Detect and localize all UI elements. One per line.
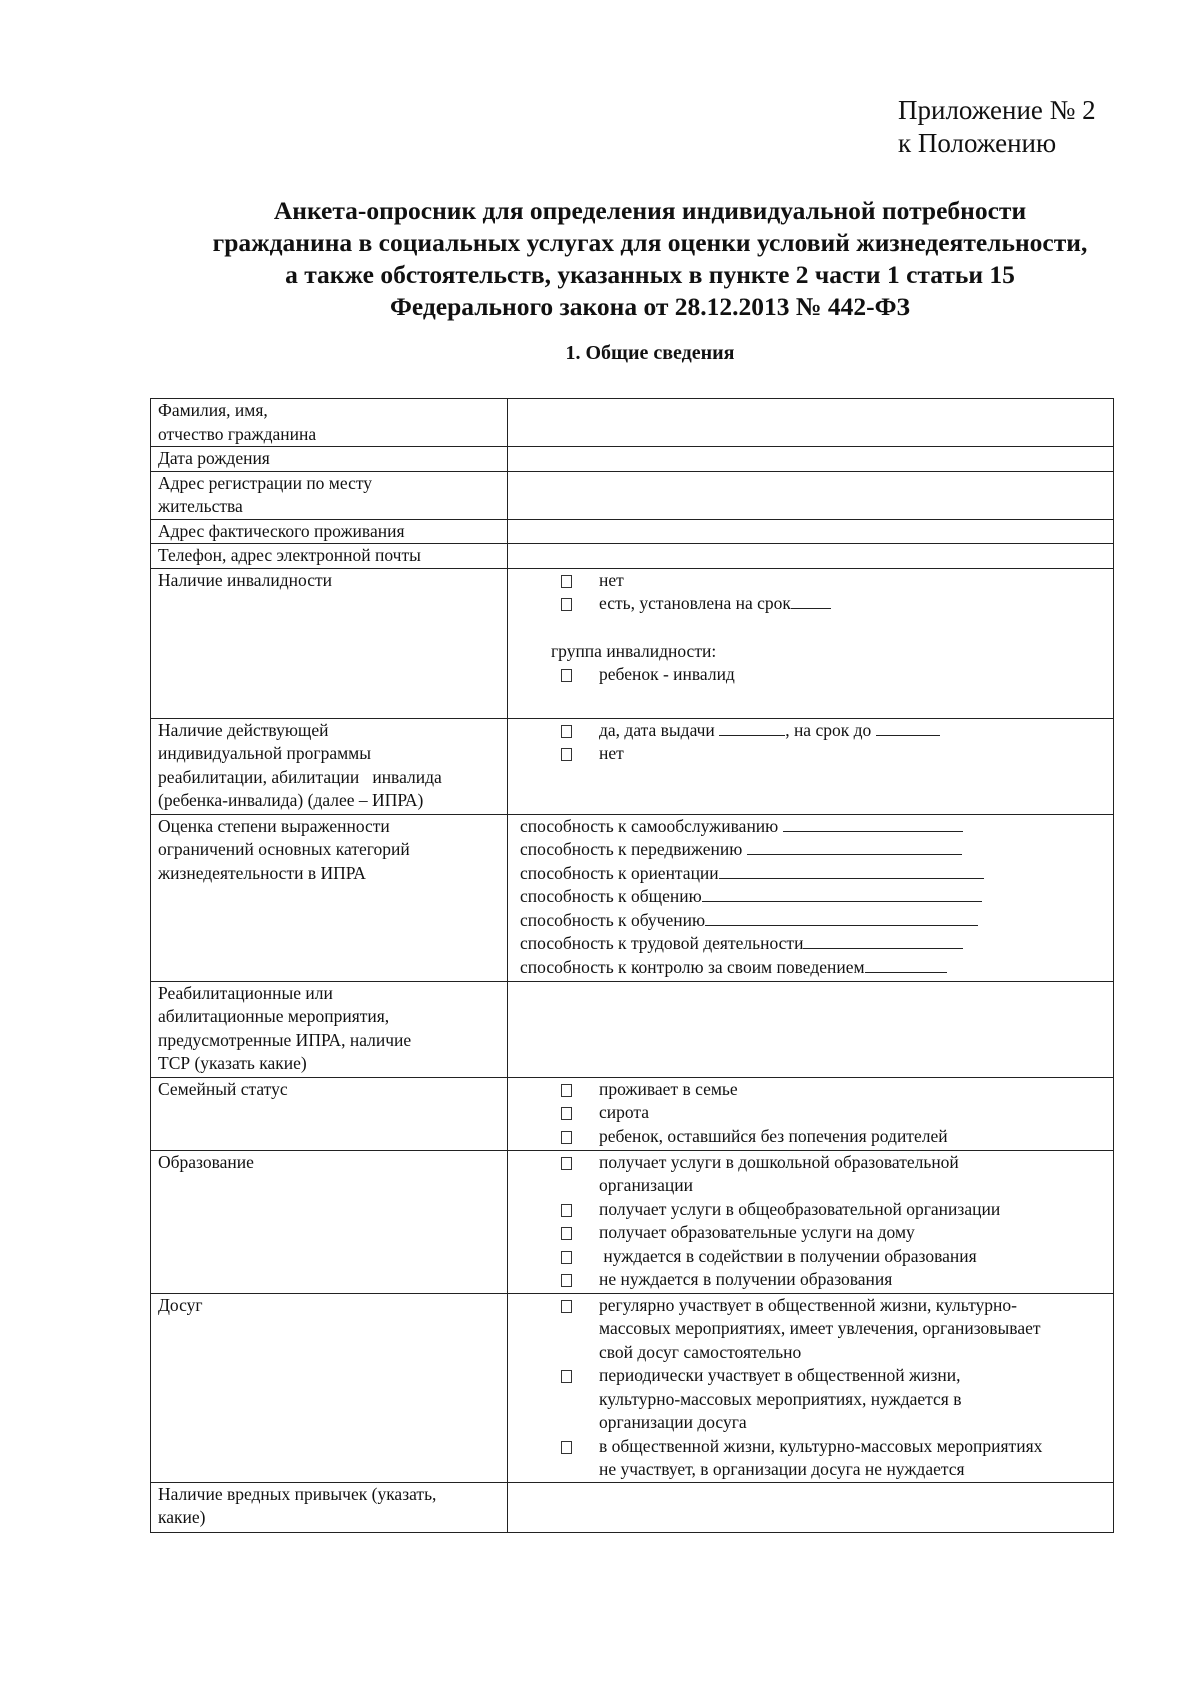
option-education-not-needed[interactable] <box>515 1268 1113 1292</box>
answer-blank[interactable] <box>803 933 963 949</box>
label-text: жительства <box>158 496 243 516</box>
row-leisure <box>151 1293 1114 1482</box>
option-education-needs-help[interactable] <box>515 1245 1113 1269</box>
option-family-with-family[interactable] <box>515 1078 1113 1102</box>
disability-group-heading: группа инвалидности: <box>551 640 717 661</box>
field-rehab[interactable] <box>508 981 1114 1077</box>
section-title: 1. Общие сведения <box>565 342 735 364</box>
checkbox-icon[interactable] <box>561 1227 572 1240</box>
label-text: Оценка степени выраженности <box>158 815 390 836</box>
row-education <box>151 1150 1114 1293</box>
label-text: реабилитации, абилитации инвалида <box>158 766 442 787</box>
option-label: организации <box>599 1175 693 1195</box>
label-limitations <box>151 814 508 981</box>
option-label: есть, установлена на срок <box>599 593 791 613</box>
option-label: регулярно участвует в общественной жизни, культурно- <box>599 1294 1017 1315</box>
row-actual-address <box>151 519 1114 544</box>
checkbox-icon[interactable] <box>561 1157 572 1170</box>
label-text: Фамилия, имя, <box>158 400 268 420</box>
ability-label: способность к передвижению <box>520 839 743 859</box>
label-text: какие) <box>158 1507 206 1527</box>
label-birth-date: Дата рождения <box>151 447 508 472</box>
option-disability-child[interactable] <box>515 663 1113 687</box>
label-text: Наличие вредных привычек (указать, <box>158 1483 437 1504</box>
option-disability-yes[interactable] <box>515 592 1113 616</box>
checkbox-icon[interactable] <box>561 1274 572 1287</box>
option-label: в общественной жизни, культурно-массовых мероприятиях <box>599 1435 1043 1456</box>
option-label: нет <box>599 569 624 590</box>
checkbox-icon[interactable] <box>561 1300 572 1313</box>
ability-label: способность к общению <box>520 886 702 906</box>
field-disability <box>508 568 1114 718</box>
option-label: получает образовательные услуги на дому <box>599 1222 915 1242</box>
title-line-1: Анкета-опросник для определения индивидуальной потребности <box>273 196 1027 225</box>
label-registration-address <box>151 471 508 519</box>
option-leisure-none[interactable] <box>515 1435 1113 1482</box>
label-ipra <box>151 718 508 814</box>
option-label: культурно-массовых мероприятиях, нуждается в <box>599 1388 962 1409</box>
field-full-name[interactable] <box>508 399 1114 447</box>
field-registration-address[interactable] <box>508 471 1114 519</box>
field-birth-date[interactable] <box>508 447 1114 472</box>
answer-blank[interactable] <box>705 910 978 926</box>
row-birth-date <box>151 447 1114 472</box>
appendix-note <box>898 94 1096 160</box>
ability-label: способность к обучению <box>520 909 706 930</box>
label-text: предусмотренные ИПРА, наличие <box>158 1029 412 1050</box>
option-label: не участвует, в организации досуга не нуждается <box>599 1459 965 1479</box>
option-label: периодически участвует в общественной жизни, <box>599 1365 961 1385</box>
title-line-2: гражданина в социальных услугах для оценки условий жизнедеятельности, <box>212 228 1088 257</box>
answer-blank[interactable] <box>719 863 984 879</box>
label-text: абилитационные мероприятия, <box>158 1006 390 1026</box>
field-leisure <box>508 1293 1114 1482</box>
checkbox-icon[interactable] <box>561 1131 572 1144</box>
row-rehab <box>151 981 1114 1077</box>
label-education: Образование <box>151 1150 508 1293</box>
answer-blank[interactable] <box>783 816 963 832</box>
option-leisure-periodic[interactable] <box>515 1364 1113 1435</box>
valid-until-blank[interactable] <box>876 720 940 736</box>
ability-label: способность к ориентации <box>520 862 719 883</box>
row-limitations <box>151 814 1114 981</box>
label-family-status: Семейный статус <box>151 1077 508 1150</box>
field-actual-address[interactable] <box>508 519 1114 544</box>
checkbox-icon[interactable] <box>561 669 572 682</box>
issue-date-blank[interactable] <box>719 720 785 736</box>
option-education-general[interactable] <box>515 1198 1113 1222</box>
row-full-name <box>151 399 1114 447</box>
label-text: (ребенка-инвалида) (далее – ИПРА) <box>158 790 424 810</box>
option-label: нет <box>599 743 624 763</box>
label-text: индивидуальной программы <box>158 743 372 763</box>
label-text: отчество гражданина <box>158 423 317 444</box>
label-leisure: Досуг <box>151 1293 508 1482</box>
appendix-line-1: Приложение № 2 <box>898 95 1096 125</box>
title-line-3: а также обстоятельств, указанных в пункте 2 части 1 статьи 15 <box>285 260 1015 289</box>
option-label: не нуждается в получении образования <box>599 1269 893 1289</box>
checkbox-icon[interactable] <box>561 1084 572 1097</box>
field-ipra <box>508 718 1114 814</box>
questionnaire-table <box>150 398 1114 1533</box>
checkbox-icon[interactable] <box>561 748 572 761</box>
row-contacts <box>151 544 1114 569</box>
field-limitations <box>508 814 1114 981</box>
field-bad-habits[interactable] <box>508 1482 1114 1532</box>
answer-blank[interactable] <box>865 957 947 973</box>
field-contacts[interactable] <box>508 544 1114 569</box>
label-disability: Наличие инвалидности <box>151 568 508 718</box>
checkbox-icon[interactable] <box>561 1204 572 1217</box>
option-leisure-regular[interactable] <box>515 1294 1113 1365</box>
option-label: да, дата выдачи <box>599 719 715 740</box>
checkbox-icon[interactable] <box>561 1107 572 1120</box>
ability-behavior-control <box>515 956 1113 980</box>
title-line-4: Федерального закона от 28.12.2013 № 442-ФЗ <box>389 292 911 321</box>
ability-orientation <box>515 862 1113 886</box>
option-label: организации досуга <box>599 1412 747 1432</box>
label-full-name <box>151 399 508 447</box>
label-text: Реабилитационные или <box>158 982 333 1003</box>
checkbox-icon[interactable] <box>561 1251 572 1264</box>
label-text: Адрес регистрации по месту <box>158 472 373 493</box>
ability-movement <box>515 838 1113 862</box>
option-disability-no[interactable] <box>515 569 1113 593</box>
option-label: нуждается в содействии в получении образования <box>599 1245 977 1266</box>
row-ipra <box>151 718 1114 814</box>
option-label: свой досуг самостоятельно <box>599 1341 802 1362</box>
option-education-preschool[interactable] <box>515 1151 1113 1198</box>
checkbox-icon[interactable] <box>561 598 572 611</box>
ability-label: способность к трудовой деятельности <box>520 933 804 953</box>
row-family-status <box>151 1077 1114 1150</box>
answer-blank[interactable] <box>702 886 982 902</box>
checkbox-icon[interactable] <box>561 1441 572 1454</box>
option-ipra-yes[interactable] <box>515 719 1113 743</box>
option-label: ребенок, оставшийся без попечения родителей <box>599 1125 948 1146</box>
checkbox-icon[interactable] <box>561 725 572 738</box>
row-registration-address <box>151 471 1114 519</box>
label-rehab <box>151 981 508 1077</box>
option-label: ребенок - инвалид <box>599 664 735 684</box>
term-blank[interactable] <box>791 593 831 609</box>
option-label: массовых мероприятиях, имеет увлечения, организовывает <box>599 1318 1041 1338</box>
field-education <box>508 1150 1114 1293</box>
checkbox-icon[interactable] <box>561 1370 572 1383</box>
ability-learning <box>515 909 1113 933</box>
option-label: получает услуги в общеобразовательной организации <box>599 1198 1001 1219</box>
option-family-without-care[interactable] <box>515 1125 1113 1149</box>
document-title <box>120 195 1180 323</box>
row-disability <box>151 568 1114 718</box>
checkbox-icon[interactable] <box>561 575 572 588</box>
label-text: ТСР (указать какие) <box>158 1053 307 1073</box>
label-text: Наличие действующей <box>158 719 329 740</box>
label-actual-address: Адрес фактического проживания <box>151 519 508 544</box>
row-bad-habits <box>151 1482 1114 1532</box>
label-bad-habits <box>151 1482 508 1532</box>
option-label: , на срок до <box>785 719 872 740</box>
option-education-home[interactable] <box>515 1221 1113 1245</box>
option-label: проживает в семье <box>599 1078 738 1099</box>
label-text: жизнедеятельности в ИПРА <box>158 862 366 883</box>
appendix-line-2: к Положению <box>898 128 1057 158</box>
ability-communication <box>515 885 1113 909</box>
ability-label: способность к самообслуживанию <box>520 815 779 836</box>
option-label: получает услуги в дошкольной образовательной <box>599 1151 959 1172</box>
ability-work <box>515 932 1113 956</box>
answer-blank[interactable] <box>747 839 962 855</box>
label-text: ограничений основных категорий <box>158 839 410 859</box>
label-contacts: Телефон, адрес электронной почты <box>151 544 508 569</box>
ability-label: способность к контролю за своим поведением <box>520 956 865 977</box>
option-family-orphan[interactable] <box>515 1101 1113 1125</box>
ability-self-care <box>515 815 1113 839</box>
field-family-status <box>508 1077 1114 1150</box>
option-label: сирота <box>599 1102 650 1122</box>
option-ipra-no[interactable] <box>515 742 1113 766</box>
